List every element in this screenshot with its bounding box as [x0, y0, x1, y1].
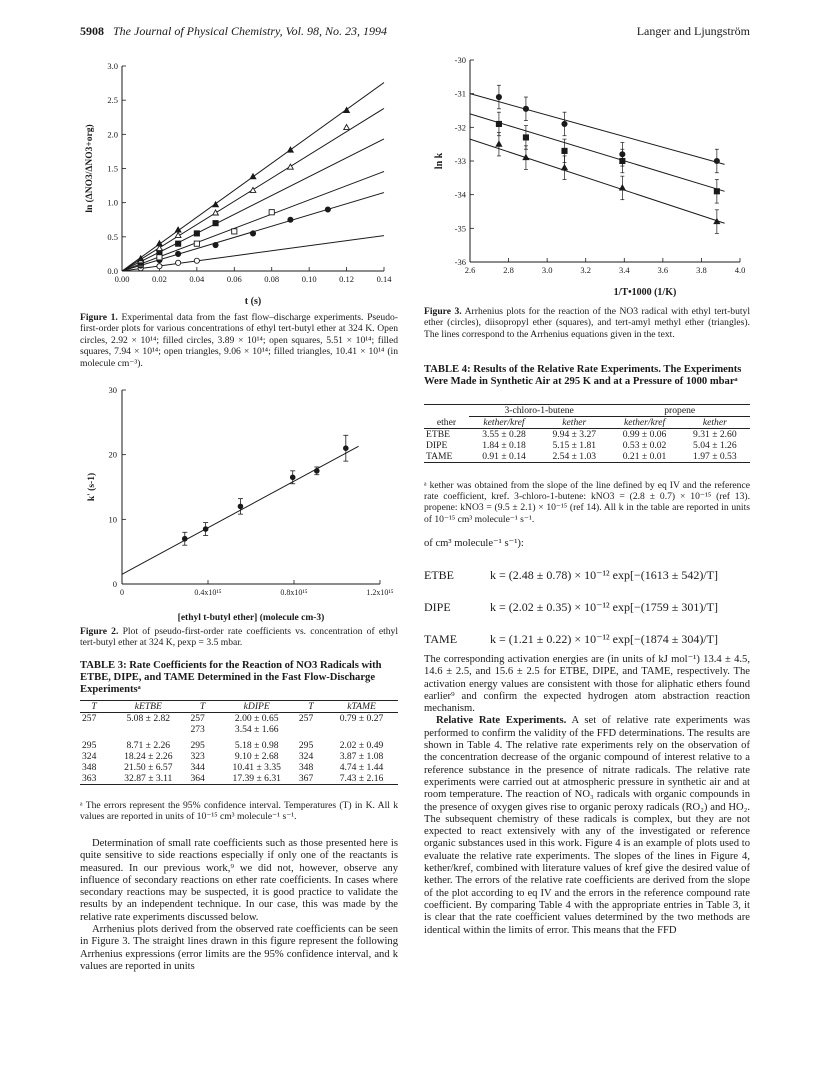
table-row — [424, 429, 750, 441]
figure-1-caption — [80, 312, 398, 369]
figure-2-chart — [80, 380, 398, 623]
table-row — [80, 773, 398, 785]
fig3-point — [496, 141, 502, 146]
fig3-x-tick-label: 2.6 — [464, 265, 476, 275]
fig3-y-tick-label: -36 — [454, 257, 466, 267]
table-4-group-row — [424, 405, 750, 417]
table-row — [80, 735, 398, 751]
table-cell: 2.00 ± 0.65 — [234, 713, 279, 724]
fig3-y-tick-label: -32 — [454, 122, 466, 133]
fig2-x-tick-label: 0.8x10¹⁵ — [280, 588, 308, 597]
fig2-point — [314, 468, 320, 474]
fig1-point — [194, 241, 199, 246]
table-4-grid — [424, 404, 750, 463]
table-cell — [325, 724, 398, 735]
fig1-x-tick-label: 0.12 — [339, 274, 355, 284]
fig1-series-open-triangle — [122, 108, 384, 271]
table-cell: 5.08 ± 2.82 — [126, 713, 171, 724]
right-body — [424, 654, 750, 937]
fig1-point — [157, 264, 162, 269]
fig1-y-tick-label: 0.5 — [107, 231, 118, 242]
figure-1-chart — [80, 56, 398, 306]
fig1-point — [176, 251, 181, 256]
fig3-y-tick-label: -30 — [454, 55, 466, 65]
fig1-point — [232, 229, 237, 234]
table-cell: 7.43 ± 2.16 — [325, 773, 398, 785]
table-3-header-cell: kTAME — [325, 701, 398, 713]
right-paragraph-1: The corresponding activation energies are (in units of kJ mol⁻¹) 13.4 ± 4.5, 14.6 ± 2.5, and 15.6 ± 2.5 for ETBE, DIPE, and TAME, respectively. The activation energy values are consistent with those for aliphatic ethers found earlier⁹ and confirm the expected hydrogen atom abstraction reaction mechanism. — [424, 654, 750, 715]
table-cell: 3.87 ± 1.08 — [339, 751, 384, 762]
table-3-header-cell: T — [80, 701, 108, 713]
fig2-point-group — [290, 471, 296, 484]
fig3-x-tick-label: 3.2 — [580, 265, 592, 275]
table-cell: 363 — [80, 773, 108, 785]
fig3-x-tick-label: 2.8 — [503, 265, 514, 275]
fig3-fit-line — [470, 114, 725, 191]
table-cell: TAME — [424, 451, 469, 463]
fig2-point — [290, 475, 296, 481]
table-row — [80, 762, 398, 773]
table-cell: 295 — [190, 740, 205, 751]
fig1-point — [157, 255, 162, 260]
fig2-y-tick-label: 0 — [112, 579, 117, 589]
equation-etbe-expr: k = (2.48 ± 0.78) × 10⁻¹² exp[−(1613 ± 542)/T] — [490, 568, 718, 582]
table-cell: 2.02 ± 0.49 — [339, 740, 384, 751]
fig1-point — [250, 174, 256, 179]
header-authors: Langer and Ljungström — [636, 24, 750, 38]
table-cell: 21.50 ± 6.57 — [124, 762, 173, 773]
table-row — [80, 751, 398, 762]
fig1-x-label: t (s) — [244, 296, 262, 307]
table-cell: 367 — [297, 773, 325, 785]
table-cell: 324 — [298, 751, 314, 762]
fig3-x-tick-label: 3.4 — [618, 265, 630, 275]
fig3-point — [714, 158, 719, 163]
table-cell: 5.04 ± 1.26 — [693, 440, 737, 451]
table-cell: 3.55 ± 0.28 — [482, 429, 526, 440]
table-3-grid — [80, 700, 398, 785]
table-3-header-cell: T — [297, 701, 325, 713]
fig3-series-circle — [470, 85, 725, 173]
table-row — [80, 713, 398, 725]
figure-2-caption — [80, 626, 398, 649]
fig3-point — [562, 121, 567, 126]
fig3-fit-line — [470, 94, 725, 165]
fig2-point-group — [238, 499, 244, 515]
table-4-header-cell: ether — [424, 417, 469, 429]
fig1-y-label: ln (ΔNO3/ΔNO3+org) — [85, 124, 95, 213]
fig1-point — [194, 258, 199, 263]
figure-2-label: Figure 2. — [80, 626, 119, 637]
table-3-footnote: ᵃ The errors represent the 95% confidence interval. Temperatures (T) in K. All k values are reported in units of 10⁻¹⁵ cm³ molecule⁻¹ s⁻¹. — [80, 800, 398, 823]
fig1-x-tick-label: 0.02 — [151, 274, 167, 284]
figure-3-label: Figure 3. — [424, 306, 462, 317]
fig2-point-group — [343, 435, 349, 461]
fig1-y-tick-label: 1.5 — [107, 163, 118, 174]
table-cell — [297, 724, 325, 735]
fig3-x-tick-label: 3.0 — [541, 265, 553, 275]
fig3-y-tick-label: -34 — [454, 189, 466, 200]
fig2-x-label: [ethyl t-butyl ether] (molecule cm-3) — [177, 613, 325, 623]
table-3-header-row — [80, 701, 398, 713]
table-cell: 1.97 ± 0.53 — [680, 451, 750, 463]
table-cell: 295 — [82, 740, 97, 751]
fig1-point — [250, 231, 255, 236]
fig2-point — [343, 445, 349, 451]
table-3-header-cell: T — [188, 701, 216, 713]
table-cell: 364 — [188, 773, 216, 785]
figure-2-caption-text: Plot of pseudo-first-order rate coefficients vs. concentration of ethyl tert-butyl ether at 324 K, pexp = 3.5 mbar. — [80, 626, 398, 649]
fig3-x-tick-label: 4.0 — [734, 265, 746, 275]
table-cell: ETBE — [426, 429, 450, 440]
fig1-x-tick-label: 0.06 — [226, 274, 242, 284]
fig3-y-tick-label: -35 — [454, 223, 466, 234]
table-cell: 257 — [82, 713, 97, 724]
table-4-header-cell: kether/kref — [469, 417, 539, 429]
fig2-x-tick-label: 1.2x10¹⁵ — [366, 588, 394, 597]
page-number: 5908 — [80, 24, 104, 38]
units-intro: of cm³ molecule⁻¹ s⁻¹): — [424, 538, 524, 549]
table-4-header-row — [424, 417, 750, 429]
figure-3-caption-text: Arrhenius plots for the reaction of the NO3 radical with ethyl tert-butyl ether (circles), diisopropyl ether (squares), and tert-amyl methyl ether (triangles). The lines correspond to the Arrhenius equations given in the text. — [424, 306, 751, 340]
fig1-y-tick-label: 0.0 — [107, 266, 118, 276]
fig2-point-group — [203, 523, 209, 536]
table-4-header-cell: kether/kref — [609, 417, 679, 429]
fig1-series-filled-square — [122, 139, 384, 271]
table-cell: 257 — [190, 713, 205, 724]
table-cell: 18.24 ± 2.26 — [124, 751, 173, 762]
fig2-x-tick-label: 0.4x10¹⁵ — [194, 588, 222, 597]
left-body — [80, 838, 398, 973]
table-cell: 348 — [298, 762, 314, 773]
fig3-x-tick-label: 3.8 — [696, 265, 707, 275]
table-cell: 273 — [190, 724, 205, 735]
fig2-x-tick-label: 0 — [120, 588, 124, 597]
fig1-point — [176, 260, 181, 265]
table-4-title: TABLE 4: Results of the Relative Rate Experiments. The Experiments Were Made in Synthetic Air at 295 K and at a Pressure of 1000 mbarᵃ — [424, 364, 742, 387]
table-cell: 9.10 ± 2.68 — [234, 751, 279, 762]
fig1-x-tick-label: 0.08 — [264, 274, 280, 284]
table-cell: 9.31 ± 2.60 — [693, 429, 737, 440]
fig3-point — [523, 135, 528, 140]
table-cell: 2.54 ± 1.03 — [539, 451, 609, 463]
fig3-fit-line — [470, 139, 725, 223]
fig1-point — [325, 207, 330, 212]
table-cell: 257 — [298, 713, 314, 724]
figure-3 — [424, 52, 750, 302]
table-cell: 1.84 ± 0.18 — [482, 440, 526, 451]
fig1-point — [269, 210, 274, 215]
figure-3-chart — [424, 52, 750, 302]
page-header — [80, 24, 750, 42]
table-cell — [80, 724, 108, 735]
fig1-point — [213, 210, 219, 215]
table-cell: 0.99 ± 0.06 — [622, 429, 667, 440]
table-cell: 0.21 ± 0.01 — [609, 451, 679, 463]
table-4-header-cell: kether — [539, 417, 609, 429]
equation-etbe-name: ETBE — [424, 568, 454, 582]
fig1-series-open-square — [122, 172, 384, 271]
equation-tame-name: TAME — [424, 632, 458, 646]
table-3-header-cell: kETBE — [108, 701, 188, 713]
table-4-group-blank — [424, 405, 469, 417]
fig1-point — [288, 217, 293, 222]
table-row — [424, 440, 750, 451]
table-cell: 0.53 ± 0.02 — [622, 440, 667, 451]
fig3-y-label: ln k — [434, 152, 445, 170]
fig3-point — [619, 185, 625, 190]
relative-rate-text: A set of relative rate experiments was performed to confirm the validity of the FFD determinations. The results are shown in Table 4. The relative rate experiments rely on the observation of the concentration decrease of the organic compound of interest relative to a reference substance in the presence of nitrate radicals. The relative rate experiments were carried out at atmospheric pressure in synthetic air and at room temperature. The reaction of NO₃ radicals with organic compounds in the presence of oxygen gives rise to organic peroxy radicals (RO₂) and HO₂. The subsequent chemistry of these radicals is complex, but they are not expected to react extensively with any of the investigated or reference organic substances used in this work. Figure 4 is an example of plots used to evaluate the relative rate experiments. The slopes of the lines in Figure 4, kether/kref, combined with literature values of kref give the desired value of kether. The errors of the relative rate coefficients are derived from the slope of the plot according to eq IV and the errors in the reference compound rate coefficient. By comparing Table 4 with the appropriate entries in Table 3, it is clear that the rate coefficient values determined by the two methods are identical within the limits of error. This means that the FFD — [424, 715, 751, 936]
fig1-y-tick-label: 1.0 — [107, 197, 118, 208]
fig2-point-group — [182, 532, 188, 545]
fig2-y-tick-label: 20 — [108, 449, 117, 460]
table-4-header-cell: kether — [680, 417, 750, 429]
fig1-point — [194, 231, 199, 236]
fig3-y-tick-label: -31 — [454, 88, 466, 99]
table-3-title: TABLE 3: Rate Coefficients for the Reaction of NO3 Radicals with ETBE, DIPE, and TAME Determined in the Fast Flow-Discharge Experimentsᵃ — [80, 660, 382, 695]
fig1-x-tick-label: 0.14 — [376, 274, 392, 284]
table-cell: 17.39 ± 6.31 — [217, 773, 297, 785]
table-cell: 10.41 ± 3.35 — [232, 762, 281, 773]
table-cell: 324 — [82, 751, 97, 762]
right-paragraph-2 — [424, 715, 750, 936]
fig2-y-tick-label: 30 — [108, 385, 117, 395]
fig3-point — [714, 189, 719, 194]
fig3-point — [620, 158, 625, 163]
figure-1-label: Figure 1. — [80, 312, 118, 323]
fig3-point — [496, 94, 501, 99]
relative-rate-heading: Relative Rate Experiments. — [436, 715, 567, 727]
fig1-y-tick-label: 3.0 — [107, 61, 118, 71]
table-cell: 348 — [82, 762, 97, 773]
fig2-point — [203, 526, 209, 532]
table-cell: 8.71 ± 2.26 — [126, 740, 171, 751]
fig3-x-tick-label: 3.6 — [657, 265, 669, 275]
table-cell: 5.15 ± 1.81 — [552, 440, 597, 451]
fig1-point — [213, 221, 218, 226]
header-left — [80, 24, 387, 39]
fig1-series-filled-triangle — [122, 83, 384, 271]
fig3-y-tick-label: -33 — [454, 156, 466, 166]
figure-1 — [80, 56, 398, 306]
fig2-point — [182, 536, 188, 542]
table-4-group-header: 3-chloro-1-butene — [469, 405, 610, 417]
table-4 — [424, 404, 750, 463]
table-cell: 295 — [298, 740, 314, 751]
table-cell: 0.91 ± 0.14 — [469, 451, 539, 463]
fig1-point — [344, 125, 350, 130]
table-cell — [108, 724, 188, 735]
figure-1-caption-text: Experimental data from the fast flow–discharge experiments. Pseudo-first-order plots for various concentrations of ethyl tert-butyl ether at 324 K. Open circles, 2.92 × 10¹⁴; filled circles, 3.89 × 10¹⁴; open squares, 5.51 × 10¹⁴; filled squares, 7.94 × 10¹⁴; open triangles, 9.06 × 10¹⁴; filled triangles, 10.41 × 10¹⁴ (in molecule cm⁻³). — [80, 312, 398, 369]
table-4-group-header: propene — [609, 405, 750, 417]
table-3 — [80, 700, 398, 785]
table-4-footnote: ᵃ kether was obtained from the slope of the line defined by eq IV and the reference rate coefficient, kref. 3-chloro-1-butene: kNO3 = (2.8 ± 0.7) × 10⁻¹⁵ (ref 13). propene: kNO3 = (9.5 ± 2.1) × 10⁻¹⁵ (ref 14). All k in the table are reported in units of 10⁻¹⁵ cm³ molecule⁻¹ s⁻¹. — [424, 480, 750, 525]
fig1-point — [176, 241, 181, 246]
fig3-point — [562, 148, 567, 153]
table-cell: 4.74 ± 1.44 — [339, 762, 384, 773]
fig3-x-label: 1/T•1000 (1/K) — [613, 287, 677, 298]
fig1-x-tick-label: 0.00 — [114, 274, 130, 284]
table-row — [80, 724, 398, 735]
fig3-point — [496, 121, 501, 126]
table-cell: 344 — [190, 762, 205, 773]
fig2-y-label: k' (s-1) — [87, 472, 97, 502]
table-cell: 323 — [190, 751, 205, 762]
table-cell: 0.79 ± 0.27 — [339, 713, 384, 724]
fig3-series-triangle — [470, 132, 725, 233]
figure-3-caption — [424, 306, 750, 340]
fig1-x-tick-label: 0.04 — [189, 274, 205, 284]
equation-dipe-name: DIPE — [424, 600, 451, 614]
left-paragraph-2: Arrhenius plots derived from the observed rate coefficients can be seen in Figure 3. The straight lines drawn in this figure represent the following Arrhenius expressions (error limits are the 95% confidence interval, and k values are reported in units — [80, 924, 398, 972]
table-row — [424, 451, 750, 463]
left-paragraph-1: Determination of small rate coefficients such as those presented here is quite sensitive to side reactions especially if only one of the reactants is measured. In our previous work,⁹ we did not, however, observe any influence of secondary reactions on ether rate coefficients. In cases where secondary reactions may be suspected, it is good practice to validate the results by an independent technique. In our case, this was made by the relative rate experiments discussed below. — [80, 838, 398, 923]
fig3-point — [562, 165, 568, 170]
table-cell: 32.87 ± 3.11 — [108, 773, 188, 785]
fig1-point — [213, 242, 218, 247]
journal-name: The Journal of Physical Chemistry, Vol. 98, No. 23, 1994 — [113, 24, 387, 38]
table-cell: 5.18 ± 0.98 — [234, 740, 279, 751]
fig2-point — [238, 504, 244, 510]
equation-tame-expr: k = (1.21 ± 0.22) × 10⁻¹² exp[−(1874 ± 304)/T] — [490, 632, 718, 646]
equation-dipe-expr: k = (2.02 ± 0.35) × 10⁻¹² exp[−(1759 ± 301)/T] — [490, 600, 718, 614]
fig1-x-tick-label: 0.10 — [301, 274, 317, 284]
table-cell: DIPE — [426, 440, 448, 451]
fig3-point — [523, 106, 528, 111]
fig1-y-tick-label: 2.0 — [107, 129, 118, 140]
figure-2 — [80, 380, 398, 623]
fig1-y-tick-label: 2.5 — [107, 95, 118, 106]
fig3-series-square — [470, 112, 725, 203]
table-cell: 9.94 ± 3.27 — [552, 429, 597, 440]
fig2-y-tick-label: 10 — [108, 514, 117, 525]
table-cell: 3.54 ± 1.66 — [234, 724, 279, 735]
table-3-header-cell: kDIPE — [217, 701, 297, 713]
